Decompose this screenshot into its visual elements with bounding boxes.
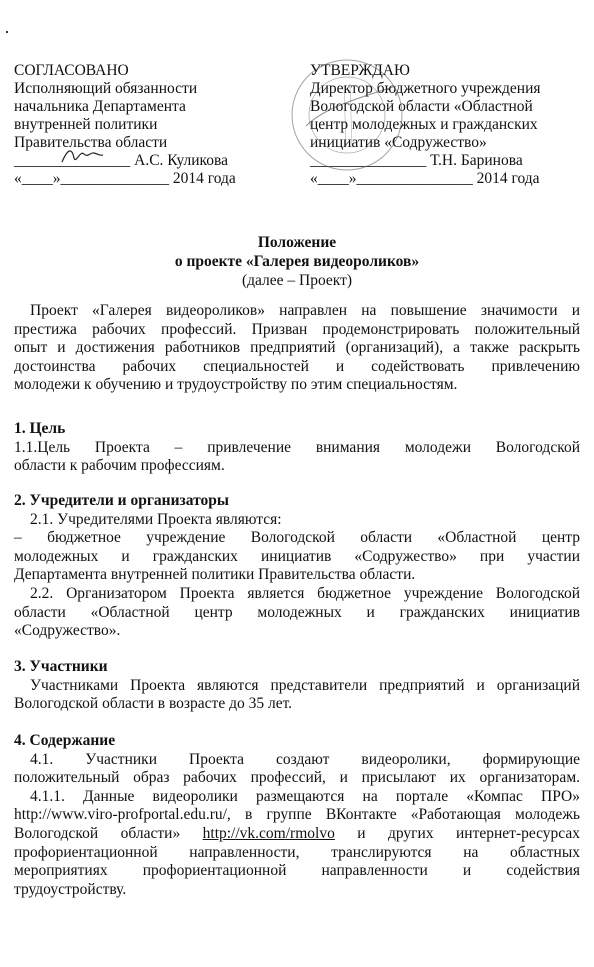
text-line: «Содружество». [14,622,121,640]
text-line: http://www.viro-profportal.edu.ru/, в группе ВКонтакте «Работающая молодежь [14,806,580,824]
text-line: Вологодской области в возрасте до 35 лет. [14,695,293,713]
section-heading: 2. Учредители и организаторы [14,492,229,509]
text-line: – бюджетное учреждение Вологодской области «Областной центр [14,529,580,547]
text-fragment: Вологодской области» [14,824,203,842]
approval-right-title: УТВЕРЖДАЮ [310,62,410,79]
approval-left-line: Исполняющий обязанности [14,80,198,97]
handwritten-signature-left [60,144,105,166]
text-line: 2.2. Организатором Проекта является бюджетное учреждение Вологодской [30,584,580,602]
document-title: Положение [257,234,337,251]
text-line: области «Областной центр молодежных и гражданских инициатив [14,603,580,621]
approval-right-line: Директор бюджетного учреждения [310,80,541,97]
vk-group-link[interactable]: http://vk.com/rmolvo [202,824,335,842]
text-line: достоинства рабочих специальностей и содействовать привлечению [14,357,580,375]
document-subtitle: о проекте «Галерея видеороликов» [174,253,420,270]
section-content [14,732,580,899]
scan-dot [6,31,8,33]
approval-left-title: СОГЛАСОВАНО [14,62,129,79]
approval-left-signature-line: _______________ А.С. Куликова [14,152,229,169]
text-line: 1.1.Цель Проекта – привлечение внимания молодежи Вологодской [14,438,580,456]
text-line: Проект «Галерея видеороликов» направлен на повышение значимости и [30,302,580,319]
section-goal [14,420,580,476]
text-line: мероприятиях профориентационной направленности и содействия [14,862,580,880]
text-line: трудоустройству. [14,880,127,898]
text-line: положительный образ рабочих профессий, и присылают их организаторам. [14,769,580,787]
section-founders [14,492,580,641]
approval-right-line: центр молодежных и гражданских [310,116,538,133]
text-line: молодежных и гражданских инициатив «Содружество» при участии [14,547,580,565]
text-fragment: и других интернет-ресурсах [334,824,581,842]
approval-left-line: начальника Департамента [14,98,186,115]
approval-left-line: Правительства области [14,134,168,151]
approval-right-date-line: «____»_______________ 2014 года [310,170,540,187]
document-heading [0,233,594,290]
section-heading: 4. Содержание [14,732,116,749]
approval-left-date-line: «____»______________ 2014 года [14,170,236,187]
text-line: области к рабочим профессиям. [14,457,225,475]
section-heading: 1. Цель [14,420,66,437]
approval-right-signature-line: _______________ Т.Н. Баринова [310,152,523,169]
section-participants [14,658,580,714]
text-line: 4.1. Участники Проекта создают видеоролики, формирующие [30,750,580,768]
section-heading: 3. Участники [14,658,108,675]
text-line: Участниками Проекта являются представители предприятий и организаций [30,676,580,694]
approval-right-line: инициатив «Содружество» [310,134,487,151]
text-line: молодежи к обучению и трудоустройству по этим специальностям. [14,376,458,394]
approval-left-line: внутренней политики [14,116,158,133]
text-line: опыт и достижения работников предприятий (организаций), а также раскрыть [14,339,580,357]
text-line: профориентационной направленности, транслируются на областных [14,843,580,861]
text-line: Департамента внутренней политики Правительства области. [14,566,416,584]
text-line: 2.1. Учредителями Проекта являются: [30,510,282,528]
document-note: (далее – Проект) [241,272,353,289]
approval-right-line: Вологодской области «Областной [310,98,533,115]
text-line: престижа рабочих профессий. Призван продемонстрировать положительный [14,320,580,338]
text-line-with-link [14,825,580,844]
official-stamp [286,56,408,174]
text-line: 4.1.1. Данные видеоролики размещаются на портале «Компас ПРО» [30,787,580,805]
approval-left [14,62,236,188]
intro-paragraph [14,302,580,395]
